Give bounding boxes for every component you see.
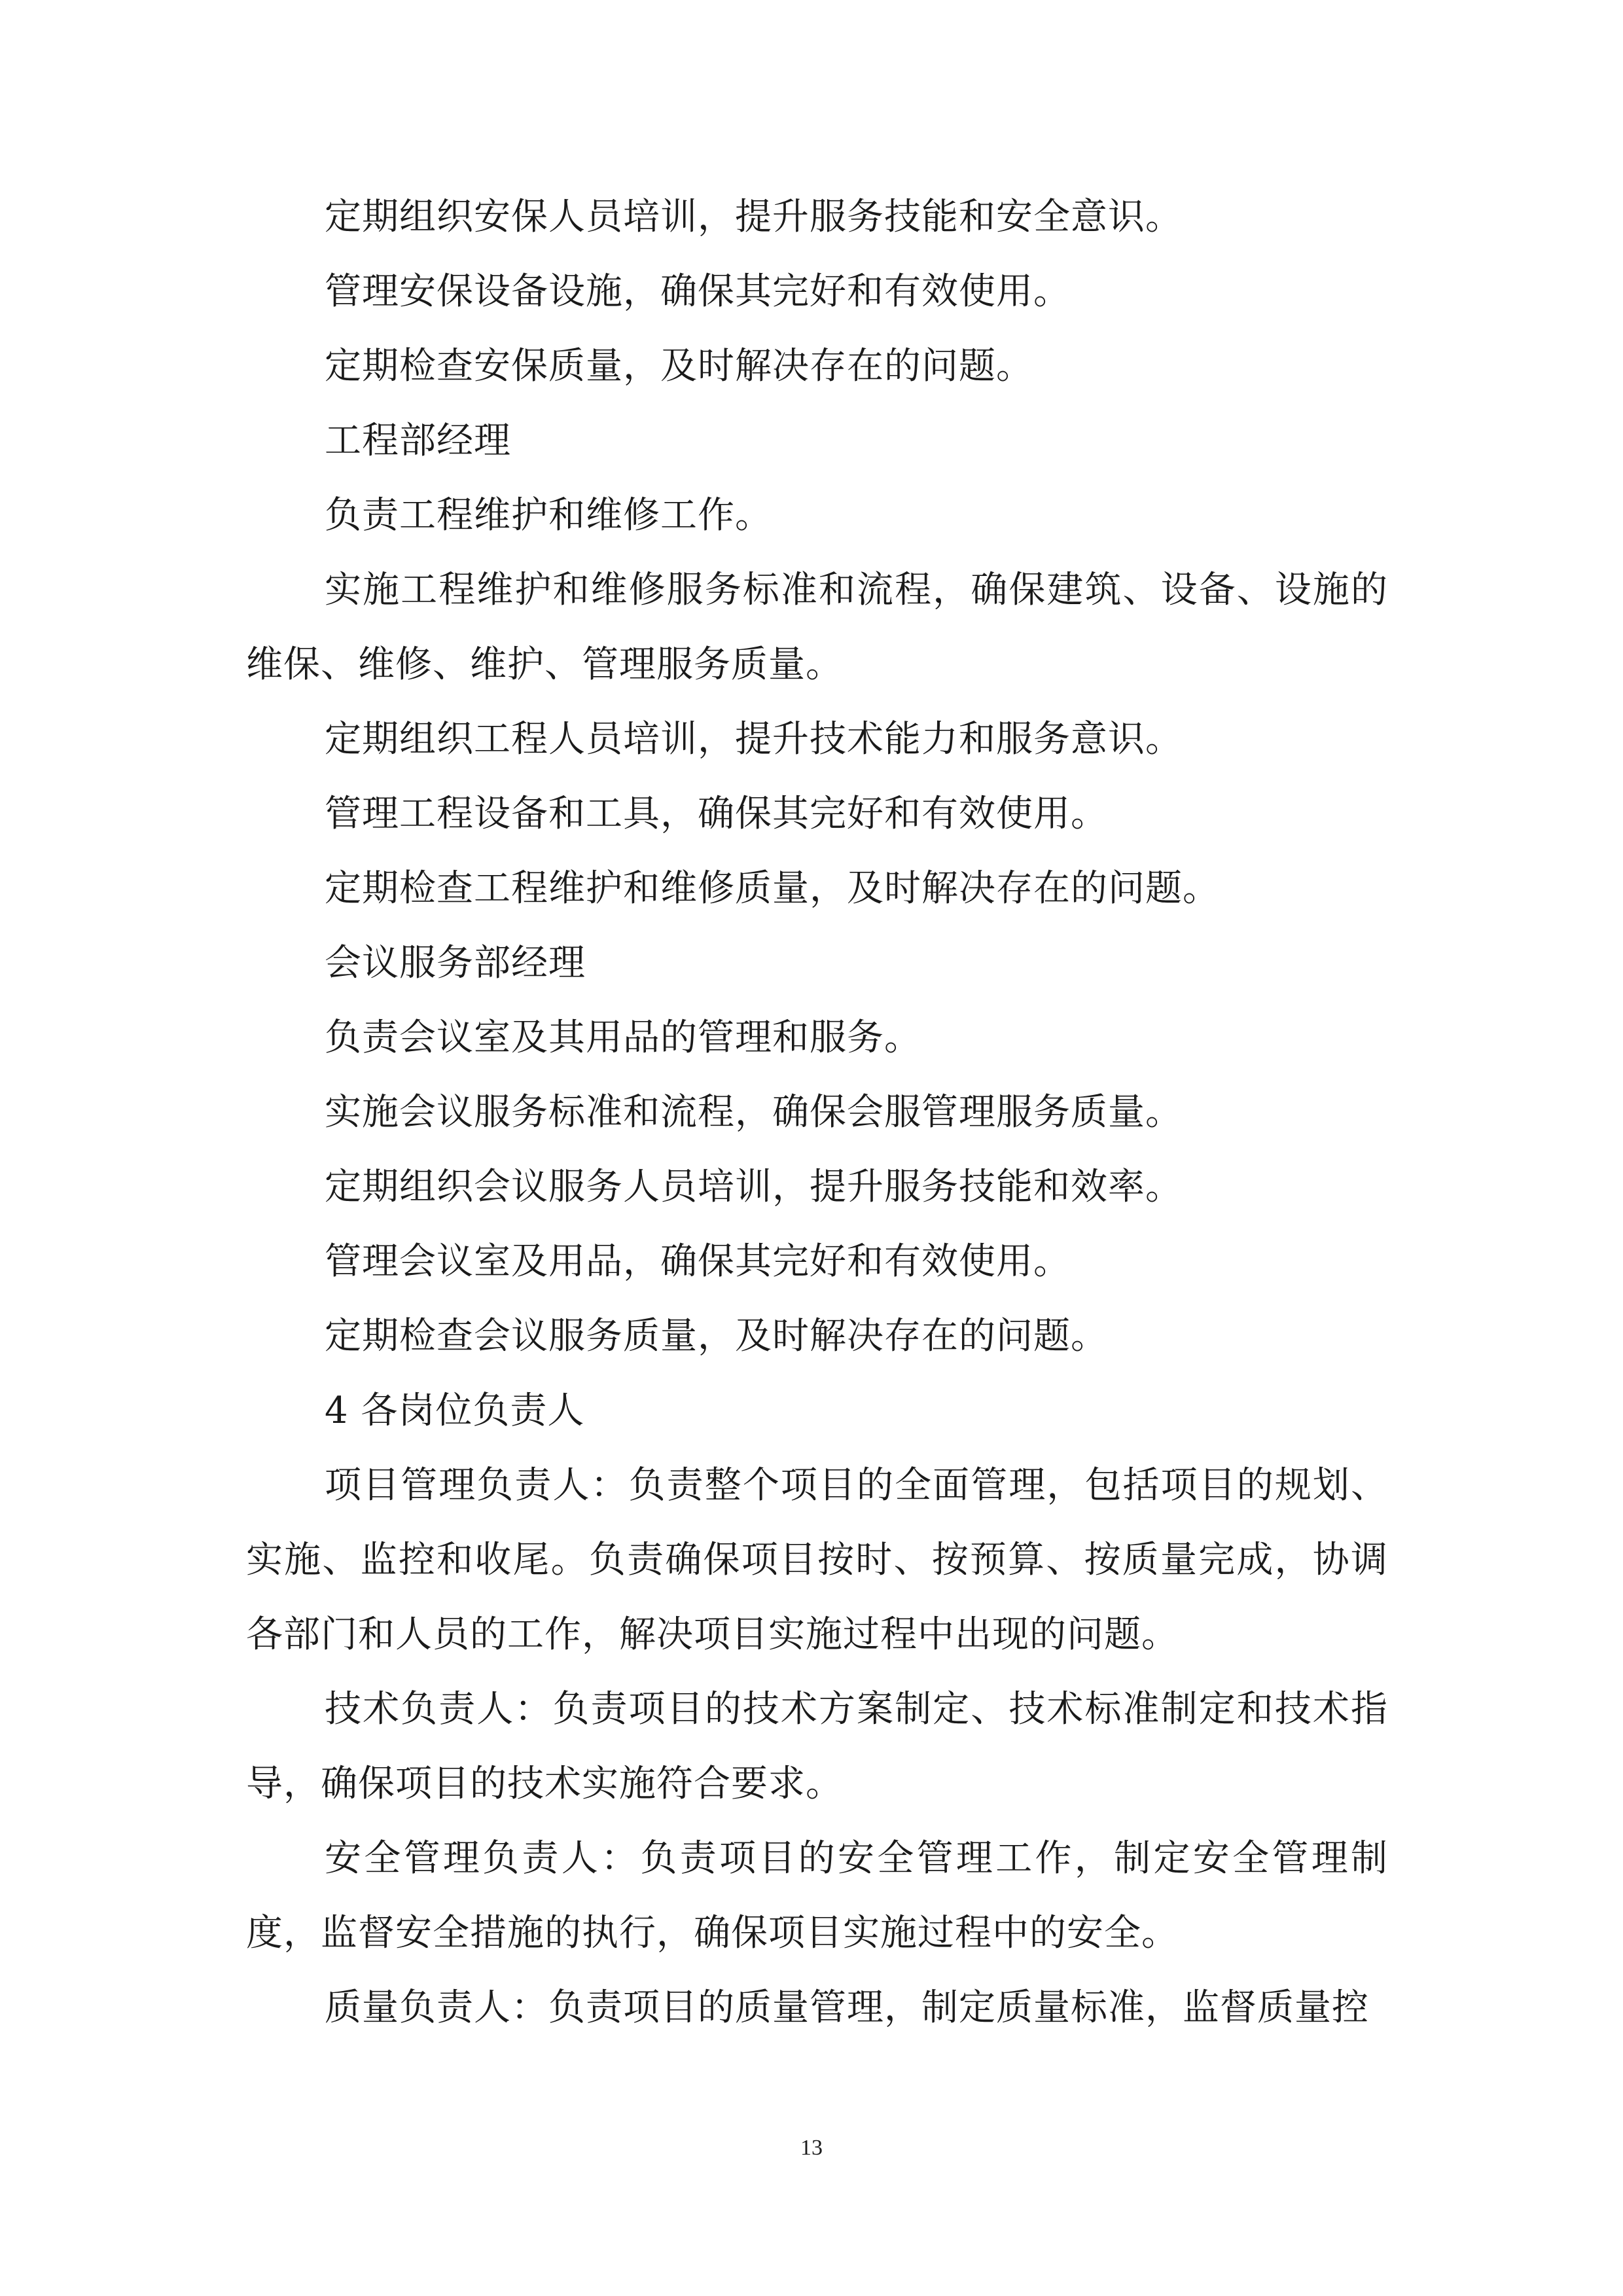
paragraph-engineering-quality: 定期检查工程维护和维修质量，及时解决存在的问题。 <box>325 867 1220 910</box>
paragraph-project-management-leader: 项目管理负责人：负责整个项目的全面管理，包括项目的规划、实施、监控和收尾。负责确保项目按时、按预算、按质量完成，协调各部门和人员的工作，解决项目实施过程中出现的问题。 <box>246 1464 1388 1656</box>
paragraph-meeting-room-supplies: 管理会议室及用品，确保其完好和有效使用。 <box>325 1240 1071 1283</box>
page-number: 13 <box>800 2136 823 2160</box>
heading-engineering-manager: 工程部经理 <box>325 420 511 462</box>
paragraph-security-quality: 定期检查安保质量，及时解决存在的问题。 <box>325 345 1033 387</box>
paragraph-security-training: 定期组织安保人员培训，提升服务技能和安全意识。 <box>325 196 1183 238</box>
paragraph-meeting-duty: 负责会议室及其用品的管理和服务。 <box>325 1016 921 1059</box>
paragraph-engineering-standards: 实施工程维护和维修服务标准和流程，确保建筑、设备、设施的维保、维修、维护、管理服务质量。 <box>246 569 1388 686</box>
section-heading-position-leaders: 4 各岗位负责人 <box>325 1390 585 1432</box>
paragraph-engineering-training: 定期组织工程人员培训，提升技术能力和服务意识。 <box>325 718 1183 761</box>
paragraph-meeting-standards: 实施会议服务标准和流程，确保会服管理服务质量。 <box>325 1091 1183 1134</box>
paragraph-safety-management-leader: 安全管理负责人：负责项目的安全管理工作，制定安全管理制度，监督安全措施的执行，确保项目实施过程中的安全。 <box>246 1837 1388 1954</box>
paragraph-engineering-equipment: 管理工程设备和工具，确保其完好和有效使用。 <box>325 793 1108 835</box>
paragraph-meeting-quality: 定期检查会议服务质量，及时解决存在的问题。 <box>325 1315 1108 1357</box>
paragraph-meeting-training: 定期组织会议服务人员培训，提升服务技能和效率。 <box>325 1166 1183 1208</box>
heading-meeting-service-manager: 会议服务部经理 <box>325 942 586 984</box>
paragraph-engineering-duty: 负责工程维护和维修工作。 <box>325 494 772 537</box>
body-text <box>246 180 1388 2045</box>
paragraph-quality-leader: 质量负责人：负责项目的质量管理，制定质量标准，监督质量控 <box>325 1986 1369 2029</box>
paragraph-technical-leader: 技术负责人：负责项目的技术方案制定、技术标准制定和技术指导，确保项目的技术实施符合要求。 <box>246 1688 1388 1805</box>
paragraph-security-equipment: 管理安保设备设施，确保其完好和有效使用。 <box>325 270 1071 313</box>
